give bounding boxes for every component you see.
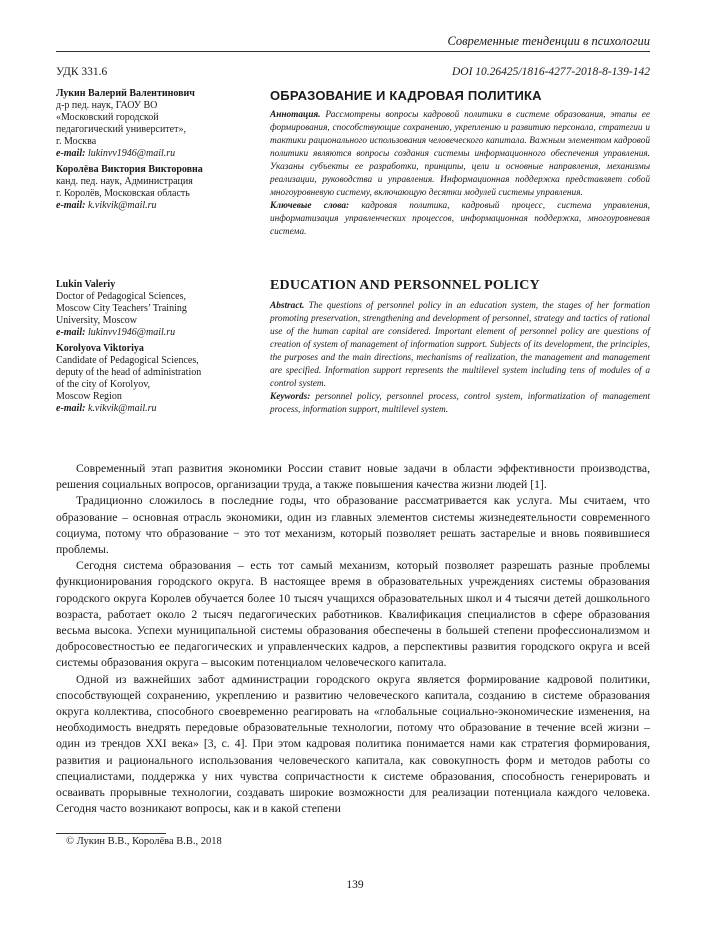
author-name: Королёва Виктория Викторовна bbox=[56, 164, 203, 175]
author-affiliation-line: «Московский городской bbox=[56, 112, 159, 123]
author-affiliation-line: of the city of Korolyov, bbox=[56, 379, 151, 390]
author-email-link[interactable]: k.vikvik@mail.ru bbox=[87, 200, 157, 211]
keywords-ru bbox=[270, 200, 650, 239]
author-affiliation-line: педагогический университет», bbox=[56, 124, 186, 135]
abstract-ru bbox=[270, 109, 650, 200]
authors-en bbox=[56, 279, 256, 419]
article-body bbox=[56, 461, 650, 817]
abstract-text: Рассмотрены вопросы кадровой политики в системе образования, этапы ее формирования, способствующие сохранению, укреплению и развитию персонала, стратегии и тактики рационального использования человеческого капитала. Важным элементом кадровой политики являются вопросы создания системы информационного обеспечения управления. Указаны субъекты ее разработки, принципы, цели и основные направления, механизмы реализации, руководства и управления. Информационная поддержка представляет собой многоуровневую систему, включающую десятки модулей системы управления. bbox=[270, 110, 651, 198]
footnote-rule bbox=[56, 833, 166, 834]
author-affiliation-line: Doctor of Pedagogical Sciences, bbox=[56, 291, 186, 302]
article-ru bbox=[270, 88, 650, 239]
email-label: e-mail: bbox=[56, 148, 86, 159]
article-title-ru: ОБРАЗОВАНИЕ И КАДРОВАЯ ПОЛИТИКА bbox=[270, 88, 542, 103]
author-email-link[interactable]: lukinvv1946@mail.ru bbox=[87, 327, 176, 338]
author-email-line bbox=[56, 148, 256, 160]
abstract-label: Аннотация. bbox=[270, 110, 321, 120]
author-name: Lukin Valeriy bbox=[56, 279, 116, 290]
body-paragraph: Сегодня система образования – есть тот самый механизм, который позволяет разрешать разные проблемы функционирования городского округа. В настоящее время в образовательных учреждениях системы образования городского округа Королев обучается более 10 тысяч учащихся образовательных школ и 4 тысячи детей дошкольного возраста, работает около 2 тысяч педагогических работников. Квалификация специалистов в сфере образования весьма высока. Успехи муниципальной системы образования обеспечены в большей степени профессионализмом и добросовестностью ее педагогических и управленческих кадров, а перспективы развития городского округа и всей системы образования округа – высоким потенциалом человеческого капитала. bbox=[56, 559, 650, 670]
email-label: e-mail: bbox=[56, 403, 86, 414]
author-name: Лукин Валерий Валентинович bbox=[56, 88, 195, 99]
author-affiliation-line: Candidate of Pedagogical Sciences, bbox=[56, 355, 199, 366]
author-affiliation-line: г. Москва bbox=[56, 136, 97, 147]
author-en-1 bbox=[56, 279, 256, 339]
author-en-2 bbox=[56, 343, 256, 415]
author-email-link[interactable]: lukinvv1946@mail.ru bbox=[87, 148, 176, 159]
author-ru-1 bbox=[56, 88, 256, 160]
author-affiliation-line: Moscow Region bbox=[56, 391, 122, 402]
author-affiliation-line: канд. пед. наук, Администрация bbox=[56, 176, 193, 187]
author-affiliation-line: University, Moscow bbox=[56, 315, 138, 326]
author-affiliation-line: deputy of the head of administration bbox=[56, 367, 202, 378]
header-rule bbox=[56, 51, 650, 52]
author-email-link[interactable]: k.vikvik@mail.ru bbox=[87, 403, 157, 414]
author-ru-2 bbox=[56, 164, 256, 212]
author-affiliation-line: Moscow City Teachers’ Training bbox=[56, 303, 187, 314]
keywords-text: кадровая политика, кадровый процесс, система управления, информатизация управленческих процессов, информационная поддержка, многоуровневая система. bbox=[270, 201, 651, 237]
udc-code: УДК 331.6 bbox=[56, 66, 108, 78]
email-label: e-mail: bbox=[56, 327, 86, 338]
author-email-line bbox=[56, 327, 256, 339]
authors-ru bbox=[56, 88, 256, 216]
abstract-text: The questions of personnel policy in an education system, the stages of her formation promoting preservation, strengthening and development of personnel, strategy and tactics of rational use of the human capital are considered. Important element of personnel policy are questions of creation of system of management of information support. Subjects of its development, the principles, the purposes and the main directions, mechanisms of realization, the management and management are specified. Information support represents the multilevel system including tens of modules of a control system. bbox=[270, 301, 651, 389]
abstract-label: Abstract. bbox=[270, 301, 305, 311]
author-affiliation-line: г. Королёв, Московская область bbox=[56, 188, 190, 199]
running-head: Современные тенденции в психологии bbox=[447, 34, 650, 48]
author-email-line bbox=[56, 200, 256, 212]
body-paragraph: Современный этап развития экономики России ставит новые задачи в области эффективности производства, решения социальных вопросов, организации труда, а также повышения качества жизни людей [1]. bbox=[56, 462, 650, 492]
keywords-text: personnel policy, personnel process, control system, informatization of management process, information support, multilevel system. bbox=[270, 392, 651, 415]
copyright-footnote: © Лукин В.В., Королёва В.В., 2018 bbox=[66, 836, 222, 847]
author-email-line bbox=[56, 403, 256, 415]
body-paragraph: Одной из важнейших забот администрации городского округа является формирование кадровой политики, способствующей сохранению, укреплению и развитию человеческого капитала, созданию в системе образования округа коллектива, способного своевременно реагировать на «глобальные социально-экономические изменения, на необходимость внедрять передовые образовательные технологии, потому что образование в течение всей жизни – один из трендов XXI века» [3, с. 4]. При этом кадровая политика понимается нами как стратегия формирования, развития и рационального использования человеческого капитала, как совокупность форм и методов работы со специалистами, поддержка у них чувства сопричастности к системе образования, способность генерировать и осваивать прорывные технологии, создавать широкие возможности для реализации потенциала каждого человека. Сегодня часто возникают вопросы, как и в какой степени bbox=[56, 672, 650, 816]
email-label: e-mail: bbox=[56, 200, 86, 211]
article-en bbox=[270, 278, 650, 417]
keywords-en bbox=[270, 391, 650, 417]
keywords-label: Ключевые слова: bbox=[270, 201, 350, 211]
author-name: Korolyova Viktoriya bbox=[56, 343, 144, 354]
keywords-label: Keywords: bbox=[270, 392, 311, 402]
author-affiliation-line: д-р пед. наук, ГАОУ ВО bbox=[56, 100, 158, 111]
body-paragraph: Традиционно сложилось в последние годы, что образование рассматривается как услуга. Мы считаем, что образование – основная отрасль экономики, один из главных элементов системы жизнедеятельности современного социума, потому что образование − это тот механизм, который позволяет решать застарелые и вновь появившиеся проблемы. bbox=[56, 494, 650, 557]
doi: DOI 10.26425/1816-4277-2018-8-139-142 bbox=[451, 66, 650, 78]
abstract-en bbox=[270, 300, 650, 391]
page-number: 139 bbox=[346, 879, 364, 891]
article-title-en: EDUCATION AND PERSONNEL POLICY bbox=[270, 278, 540, 293]
